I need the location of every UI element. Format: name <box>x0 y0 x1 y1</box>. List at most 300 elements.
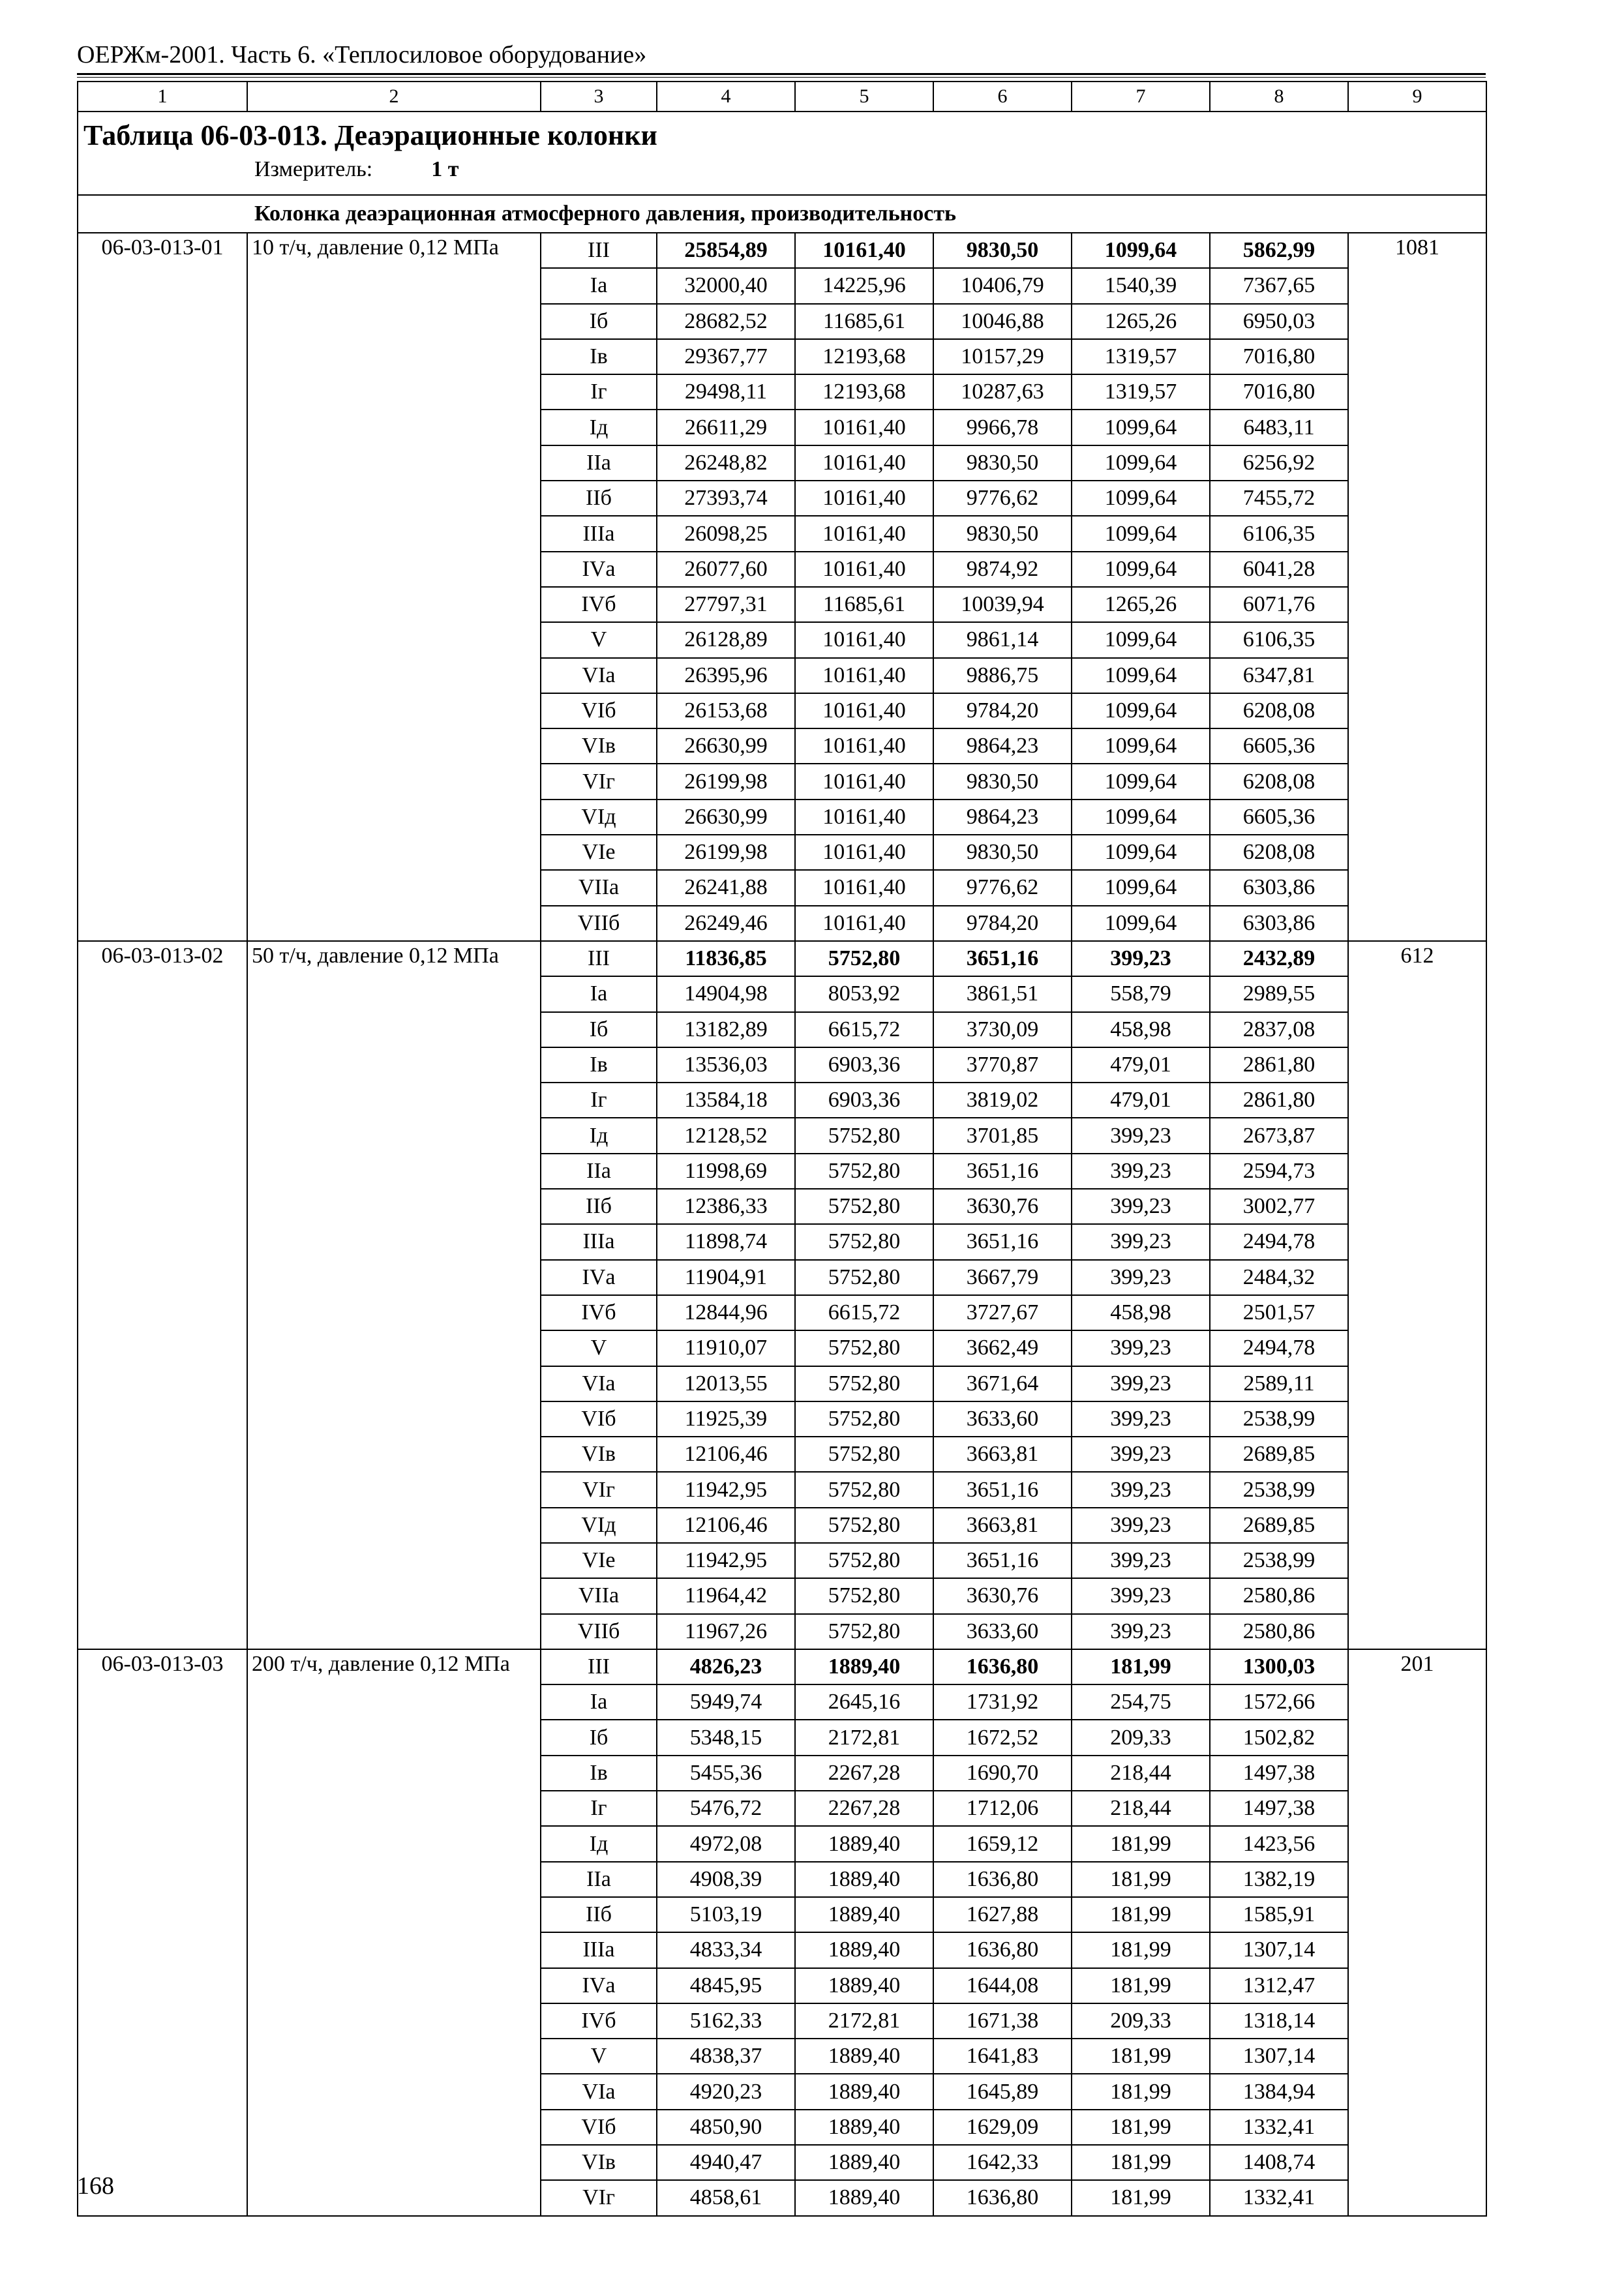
value-cell: 1636,80 <box>933 1862 1072 1897</box>
zone-cell: Iб <box>541 1720 657 1755</box>
value-cell: 181,99 <box>1072 2110 1210 2145</box>
value-cell: 209,33 <box>1072 1720 1210 1755</box>
value-cell: 209,33 <box>1072 2003 1210 2039</box>
value-cell: 5752,80 <box>795 1614 933 1649</box>
value-cell: 10161,40 <box>795 481 933 516</box>
zone-cell: IVа <box>541 552 657 587</box>
value-cell: 6106,35 <box>1210 622 1348 657</box>
column-number: 7 <box>1072 82 1210 112</box>
value-cell: 1889,40 <box>795 1826 933 1861</box>
zone-cell: Iа <box>541 268 657 303</box>
value-cell: 5752,80 <box>795 1154 933 1189</box>
value-cell: 12193,68 <box>795 339 933 374</box>
value-cell: 4838,37 <box>657 2039 795 2074</box>
value-cell: 25854,89 <box>657 233 795 268</box>
unit-value: 1 т <box>431 157 459 181</box>
value-cell: 181,99 <box>1072 1826 1210 1861</box>
value-cell: 9776,62 <box>933 870 1072 905</box>
zone-cell: Iа <box>541 1684 657 1720</box>
value-cell: 6347,81 <box>1210 658 1348 693</box>
value-cell: 10161,40 <box>795 410 933 445</box>
value-cell: 6106,35 <box>1210 516 1348 551</box>
value-cell: 1099,64 <box>1072 835 1210 870</box>
value-cell: 4940,47 <box>657 2145 795 2180</box>
zone-cell: VIб <box>541 1401 657 1437</box>
value-cell: 10161,40 <box>795 728 933 764</box>
value-cell: 1099,64 <box>1072 764 1210 799</box>
value-cell: 4908,39 <box>657 1862 795 1897</box>
value-cell: 399,23 <box>1072 1366 1210 1401</box>
zone-cell: Iа <box>541 976 657 1011</box>
value-cell: 10161,40 <box>795 516 933 551</box>
value-cell: 3727,67 <box>933 1295 1072 1330</box>
value-cell: 399,23 <box>1072 1224 1210 1259</box>
value-cell: 1585,91 <box>1210 1897 1348 1932</box>
value-cell: 1889,40 <box>795 1932 933 1967</box>
zone-cell: III <box>541 233 657 268</box>
value-cell: 1099,64 <box>1072 233 1210 268</box>
running-header: ОЕРЖм-2001. Часть 6. «Теплосиловое оборудование» <box>77 41 647 68</box>
value-cell: 1332,41 <box>1210 2180 1348 2215</box>
value-cell: 4826,23 <box>657 1649 795 1684</box>
value-cell: 10161,40 <box>795 835 933 870</box>
value-cell: 5752,80 <box>795 1189 933 1224</box>
value-cell: 6605,36 <box>1210 728 1348 764</box>
value-cell: 4858,61 <box>657 2180 795 2215</box>
value-cell: 28682,52 <box>657 304 795 339</box>
value-cell: 2484,32 <box>1210 1260 1348 1295</box>
value-cell: 1497,38 <box>1210 1756 1348 1791</box>
value-cell: 1318,14 <box>1210 2003 1348 2039</box>
value-cell: 399,23 <box>1072 1118 1210 1153</box>
value-cell: 26241,88 <box>657 870 795 905</box>
zone-cell: VIIб <box>541 906 657 941</box>
zone-cell: IIа <box>541 1154 657 1189</box>
zone-cell: IVб <box>541 1295 657 1330</box>
value-cell: 1099,64 <box>1072 800 1210 835</box>
value-cell: 399,23 <box>1072 1508 1210 1543</box>
value-cell: 1099,64 <box>1072 410 1210 445</box>
value-cell: 1644,08 <box>933 1968 1072 2003</box>
value-cell: 2538,99 <box>1210 1543 1348 1578</box>
value-cell: 26098,25 <box>657 516 795 551</box>
value-cell: 10161,40 <box>795 906 933 941</box>
value-cell: 14904,98 <box>657 976 795 1011</box>
zone-cell: IIIа <box>541 1932 657 1967</box>
rate-description: 200 т/ч, давление 0,12 МПа <box>247 1649 541 2216</box>
value-cell: 10157,29 <box>933 339 1072 374</box>
value-cell: 27797,31 <box>657 587 795 622</box>
value-cell: 1307,14 <box>1210 1932 1348 1967</box>
value-cell: 6303,86 <box>1210 870 1348 905</box>
zone-cell: IVб <box>541 2003 657 2039</box>
rate-description: 10 т/ч, давление 0,12 МПа <box>247 233 541 941</box>
value-cell: 10039,94 <box>933 587 1072 622</box>
value-cell: 3630,76 <box>933 1578 1072 1613</box>
value-cell: 1641,83 <box>933 2039 1072 2074</box>
value-cell: 11964,42 <box>657 1578 795 1613</box>
value-cell: 1265,26 <box>1072 587 1210 622</box>
value-cell: 26630,99 <box>657 800 795 835</box>
value-cell: 1099,64 <box>1072 445 1210 481</box>
value-cell: 1642,33 <box>933 2145 1072 2180</box>
zone-cell: VIIб <box>541 1614 657 1649</box>
value-cell: 4845,95 <box>657 1968 795 2003</box>
value-cell: 10161,40 <box>795 870 933 905</box>
value-cell: 10287,63 <box>933 374 1072 410</box>
value-cell: 2432,89 <box>1210 941 1348 976</box>
value-cell: 6605,36 <box>1210 800 1348 835</box>
title-cell <box>78 112 1486 195</box>
value-cell: 12128,52 <box>657 1118 795 1153</box>
value-cell: 1712,06 <box>933 1791 1072 1826</box>
value-cell: 2989,55 <box>1210 976 1348 1011</box>
zone-cell: VIIа <box>541 870 657 905</box>
value-cell: 2172,81 <box>795 2003 933 2039</box>
value-cell: 26128,89 <box>657 622 795 657</box>
zone-cell: VIв <box>541 728 657 764</box>
value-cell: 6208,08 <box>1210 835 1348 870</box>
value-cell: 1690,70 <box>933 1756 1072 1791</box>
value-cell: 5752,80 <box>795 1508 933 1543</box>
value-cell: 10406,79 <box>933 268 1072 303</box>
value-cell: 6256,92 <box>1210 445 1348 481</box>
value-cell: 9830,50 <box>933 835 1072 870</box>
header-rule <box>77 73 1486 75</box>
value-cell: 10161,40 <box>795 800 933 835</box>
value-cell: 218,44 <box>1072 1756 1210 1791</box>
value-cell: 4833,34 <box>657 1932 795 1967</box>
rate-total: 201 <box>1348 1649 1486 2216</box>
value-cell: 181,99 <box>1072 1932 1210 1967</box>
value-cell: 9886,75 <box>933 658 1072 693</box>
rate-code: 06-03-013-02 <box>78 941 247 1649</box>
value-cell: 1889,40 <box>795 2039 933 2074</box>
page-number: 168 <box>77 2172 114 2200</box>
value-cell: 7455,72 <box>1210 481 1348 516</box>
zone-cell: Iд <box>541 1118 657 1153</box>
value-cell: 181,99 <box>1072 2039 1210 2074</box>
value-cell: 6950,03 <box>1210 304 1348 339</box>
value-cell: 12013,55 <box>657 1366 795 1401</box>
zone-cell: IIа <box>541 1862 657 1897</box>
value-cell: 1099,64 <box>1072 870 1210 905</box>
rate-description: 50 т/ч, давление 0,12 МПа <box>247 941 541 1649</box>
value-cell: 3701,85 <box>933 1118 1072 1153</box>
value-cell: 181,99 <box>1072 1968 1210 2003</box>
value-cell: 1572,66 <box>1210 1684 1348 1720</box>
value-cell: 5752,80 <box>795 1366 933 1401</box>
value-cell: 1889,40 <box>795 1897 933 1932</box>
value-cell: 11904,91 <box>657 1260 795 1295</box>
value-cell: 9864,23 <box>933 728 1072 764</box>
value-cell: 1889,40 <box>795 2145 933 2180</box>
value-cell: 6615,72 <box>795 1012 933 1047</box>
value-cell: 11998,69 <box>657 1154 795 1189</box>
zone-cell: V <box>541 2039 657 2074</box>
value-cell: 5752,80 <box>795 1330 933 1366</box>
value-cell: 11685,61 <box>795 587 933 622</box>
value-cell: 4972,08 <box>657 1826 795 1861</box>
value-cell: 27393,74 <box>657 481 795 516</box>
value-cell: 1099,64 <box>1072 481 1210 516</box>
value-cell: 6903,36 <box>795 1083 933 1118</box>
value-cell: 6208,08 <box>1210 764 1348 799</box>
value-cell: 9776,62 <box>933 481 1072 516</box>
value-cell: 1099,64 <box>1072 693 1210 728</box>
value-cell: 12193,68 <box>795 374 933 410</box>
zone-cell: Iв <box>541 339 657 374</box>
value-cell: 5752,80 <box>795 1543 933 1578</box>
value-cell: 10161,40 <box>795 552 933 587</box>
value-cell: 3861,51 <box>933 976 1072 1011</box>
value-cell: 1099,64 <box>1072 516 1210 551</box>
value-cell: 9864,23 <box>933 800 1072 835</box>
value-cell: 2538,99 <box>1210 1472 1348 1507</box>
value-cell: 5162,33 <box>657 2003 795 2039</box>
value-cell: 9830,50 <box>933 445 1072 481</box>
value-cell: 6303,86 <box>1210 906 1348 941</box>
value-cell: 1099,64 <box>1072 552 1210 587</box>
zone-cell: IIа <box>541 445 657 481</box>
value-cell: 399,23 <box>1072 1260 1210 1295</box>
zone-cell: IIIа <box>541 516 657 551</box>
value-cell: 11898,74 <box>657 1224 795 1259</box>
zone-cell: III <box>541 941 657 976</box>
zone-cell: III <box>541 1649 657 1684</box>
value-cell: 26249,46 <box>657 906 795 941</box>
zone-cell: V <box>541 622 657 657</box>
value-cell: 13182,89 <box>657 1012 795 1047</box>
value-cell: 26395,96 <box>657 658 795 693</box>
value-cell: 10161,40 <box>795 233 933 268</box>
value-cell: 3662,49 <box>933 1330 1072 1366</box>
zone-cell: VIIа <box>541 1578 657 1613</box>
value-cell: 6903,36 <box>795 1047 933 1083</box>
value-cell: 10161,40 <box>795 658 933 693</box>
value-cell: 1889,40 <box>795 2074 933 2109</box>
value-cell: 1384,94 <box>1210 2074 1348 2109</box>
zone-cell: Iд <box>541 1826 657 1861</box>
value-cell: 6041,28 <box>1210 552 1348 587</box>
value-cell: 11910,07 <box>657 1330 795 1366</box>
value-cell: 181,99 <box>1072 1862 1210 1897</box>
table-row <box>78 941 1486 976</box>
value-cell: 1636,80 <box>933 2180 1072 2215</box>
value-cell: 26611,29 <box>657 410 795 445</box>
zone-cell: Iб <box>541 1012 657 1047</box>
zone-cell: V <box>541 1330 657 1366</box>
value-cell: 1540,39 <box>1072 268 1210 303</box>
unit-label: Измеритель: <box>254 157 373 181</box>
value-cell: 3651,16 <box>933 1154 1072 1189</box>
value-cell: 13584,18 <box>657 1083 795 1118</box>
value-cell: 3633,60 <box>933 1614 1072 1649</box>
value-cell: 1265,26 <box>1072 304 1210 339</box>
value-cell: 5752,80 <box>795 941 933 976</box>
value-cell: 7367,65 <box>1210 268 1348 303</box>
value-cell: 218,44 <box>1072 1791 1210 1826</box>
value-cell: 7016,80 <box>1210 339 1348 374</box>
value-cell: 479,01 <box>1072 1047 1210 1083</box>
value-cell: 4850,90 <box>657 2110 795 2145</box>
value-cell: 181,99 <box>1072 2145 1210 2180</box>
value-cell: 1629,09 <box>933 2110 1072 2145</box>
value-cell: 5476,72 <box>657 1791 795 1826</box>
value-cell: 2589,11 <box>1210 1366 1348 1401</box>
value-cell: 9784,20 <box>933 906 1072 941</box>
zone-cell: VIд <box>541 800 657 835</box>
value-cell: 5103,19 <box>657 1897 795 1932</box>
value-cell: 9861,14 <box>933 622 1072 657</box>
zone-cell: VIа <box>541 2074 657 2109</box>
value-cell: 2861,80 <box>1210 1083 1348 1118</box>
value-cell: 181,99 <box>1072 1897 1210 1932</box>
value-cell: 13536,03 <box>657 1047 795 1083</box>
value-cell: 2594,73 <box>1210 1154 1348 1189</box>
value-cell: 26199,98 <box>657 835 795 870</box>
value-cell: 9830,50 <box>933 516 1072 551</box>
value-cell: 5752,80 <box>795 1260 933 1295</box>
value-cell: 1312,47 <box>1210 1968 1348 2003</box>
value-cell: 3651,16 <box>933 941 1072 976</box>
value-cell: 11685,61 <box>795 304 933 339</box>
title-row <box>78 112 1486 195</box>
value-cell: 2673,87 <box>1210 1118 1348 1153</box>
value-cell: 1659,12 <box>933 1826 1072 1861</box>
value-cell: 10046,88 <box>933 304 1072 339</box>
value-cell: 9830,50 <box>933 764 1072 799</box>
value-cell: 8053,92 <box>795 976 933 1011</box>
value-cell: 2645,16 <box>795 1684 933 1720</box>
value-cell: 399,23 <box>1072 1154 1210 1189</box>
header-rule-thin <box>77 77 1486 78</box>
value-cell: 3730,09 <box>933 1012 1072 1047</box>
value-cell: 32000,40 <box>657 268 795 303</box>
value-cell: 1671,38 <box>933 2003 1072 2039</box>
value-cell: 399,23 <box>1072 1578 1210 1613</box>
value-cell: 399,23 <box>1072 1330 1210 1366</box>
value-cell: 10161,40 <box>795 764 933 799</box>
zone-cell: IVа <box>541 1260 657 1295</box>
value-cell: 458,98 <box>1072 1012 1210 1047</box>
value-cell: 458,98 <box>1072 1295 1210 1330</box>
value-cell: 9966,78 <box>933 410 1072 445</box>
value-cell: 2494,78 <box>1210 1330 1348 1366</box>
value-cell: 1627,88 <box>933 1897 1072 1932</box>
value-cell: 1497,38 <box>1210 1791 1348 1826</box>
value-cell: 10161,40 <box>795 622 933 657</box>
zone-cell: Iг <box>541 1791 657 1826</box>
value-cell: 181,99 <box>1072 1649 1210 1684</box>
unit-line <box>83 157 1481 182</box>
zone-cell: VIв <box>541 1437 657 1472</box>
zone-cell: VIд <box>541 1508 657 1543</box>
column-number: 1 <box>78 82 247 112</box>
value-cell: 11967,26 <box>657 1614 795 1649</box>
value-cell: 1889,40 <box>795 1649 933 1684</box>
value-cell: 1307,14 <box>1210 2039 1348 2074</box>
value-cell: 558,79 <box>1072 976 1210 1011</box>
column-number: 5 <box>795 82 933 112</box>
value-cell: 5752,80 <box>795 1437 933 1472</box>
value-cell: 1099,64 <box>1072 622 1210 657</box>
value-cell: 1300,03 <box>1210 1649 1348 1684</box>
value-cell: 2538,99 <box>1210 1401 1348 1437</box>
value-cell: 1099,64 <box>1072 906 1210 941</box>
value-cell: 5752,80 <box>795 1118 933 1153</box>
zone-cell: VIг <box>541 2180 657 2215</box>
value-cell: 1645,89 <box>933 2074 1072 2109</box>
rate-total: 612 <box>1348 941 1486 1649</box>
zone-cell: VIб <box>541 693 657 728</box>
value-cell: 1889,40 <box>795 2180 933 2215</box>
value-cell: 2580,86 <box>1210 1614 1348 1649</box>
value-cell: 1332,41 <box>1210 2110 1348 2145</box>
zone-cell: IIб <box>541 481 657 516</box>
table-row <box>78 233 1486 268</box>
value-cell: 3819,02 <box>933 1083 1072 1118</box>
value-cell: 399,23 <box>1072 941 1210 976</box>
value-cell: 7016,80 <box>1210 374 1348 410</box>
value-cell: 26630,99 <box>657 728 795 764</box>
zone-cell: VIб <box>541 2110 657 2145</box>
value-cell: 3651,16 <box>933 1224 1072 1259</box>
column-number: 8 <box>1210 82 1348 112</box>
value-cell: 2501,57 <box>1210 1295 1348 1330</box>
section-title: Колонка деаэрационная атмосферного давления, производительность <box>78 195 1486 233</box>
value-cell: 2689,85 <box>1210 1437 1348 1472</box>
value-cell: 479,01 <box>1072 1083 1210 1118</box>
zone-cell: Iг <box>541 1083 657 1118</box>
column-numbers-row <box>78 82 1486 112</box>
rate-code: 06-03-013-03 <box>78 1649 247 2216</box>
value-cell: 26153,68 <box>657 693 795 728</box>
value-cell: 9874,92 <box>933 552 1072 587</box>
zone-cell: Iб <box>541 304 657 339</box>
value-cell: 11836,85 <box>657 941 795 976</box>
value-cell: 3630,76 <box>933 1189 1072 1224</box>
zone-cell: VIг <box>541 1472 657 1507</box>
table-body <box>78 82 1486 2216</box>
value-cell: 1319,57 <box>1072 339 1210 374</box>
value-cell: 29498,11 <box>657 374 795 410</box>
section-row <box>78 195 1486 233</box>
value-cell: 12386,33 <box>657 1189 795 1224</box>
value-cell: 5752,80 <box>795 1224 933 1259</box>
zone-cell: Iв <box>541 1756 657 1791</box>
value-cell: 29367,77 <box>657 339 795 374</box>
column-number: 2 <box>247 82 541 112</box>
table-row <box>78 1649 1486 1684</box>
value-cell: 14225,96 <box>795 268 933 303</box>
value-cell: 10161,40 <box>795 445 933 481</box>
value-cell: 399,23 <box>1072 1437 1210 1472</box>
value-cell: 6071,76 <box>1210 587 1348 622</box>
zone-cell: VIг <box>541 764 657 799</box>
column-number: 3 <box>541 82 657 112</box>
value-cell: 254,75 <box>1072 1684 1210 1720</box>
value-cell: 1636,80 <box>933 1932 1072 1967</box>
zone-cell: VIа <box>541 658 657 693</box>
value-cell: 2494,78 <box>1210 1224 1348 1259</box>
zone-cell: Iв <box>541 1047 657 1083</box>
value-cell: 12106,46 <box>657 1508 795 1543</box>
value-cell: 2837,08 <box>1210 1012 1348 1047</box>
value-cell: 26199,98 <box>657 764 795 799</box>
value-cell: 3671,64 <box>933 1366 1072 1401</box>
column-number: 9 <box>1348 82 1486 112</box>
